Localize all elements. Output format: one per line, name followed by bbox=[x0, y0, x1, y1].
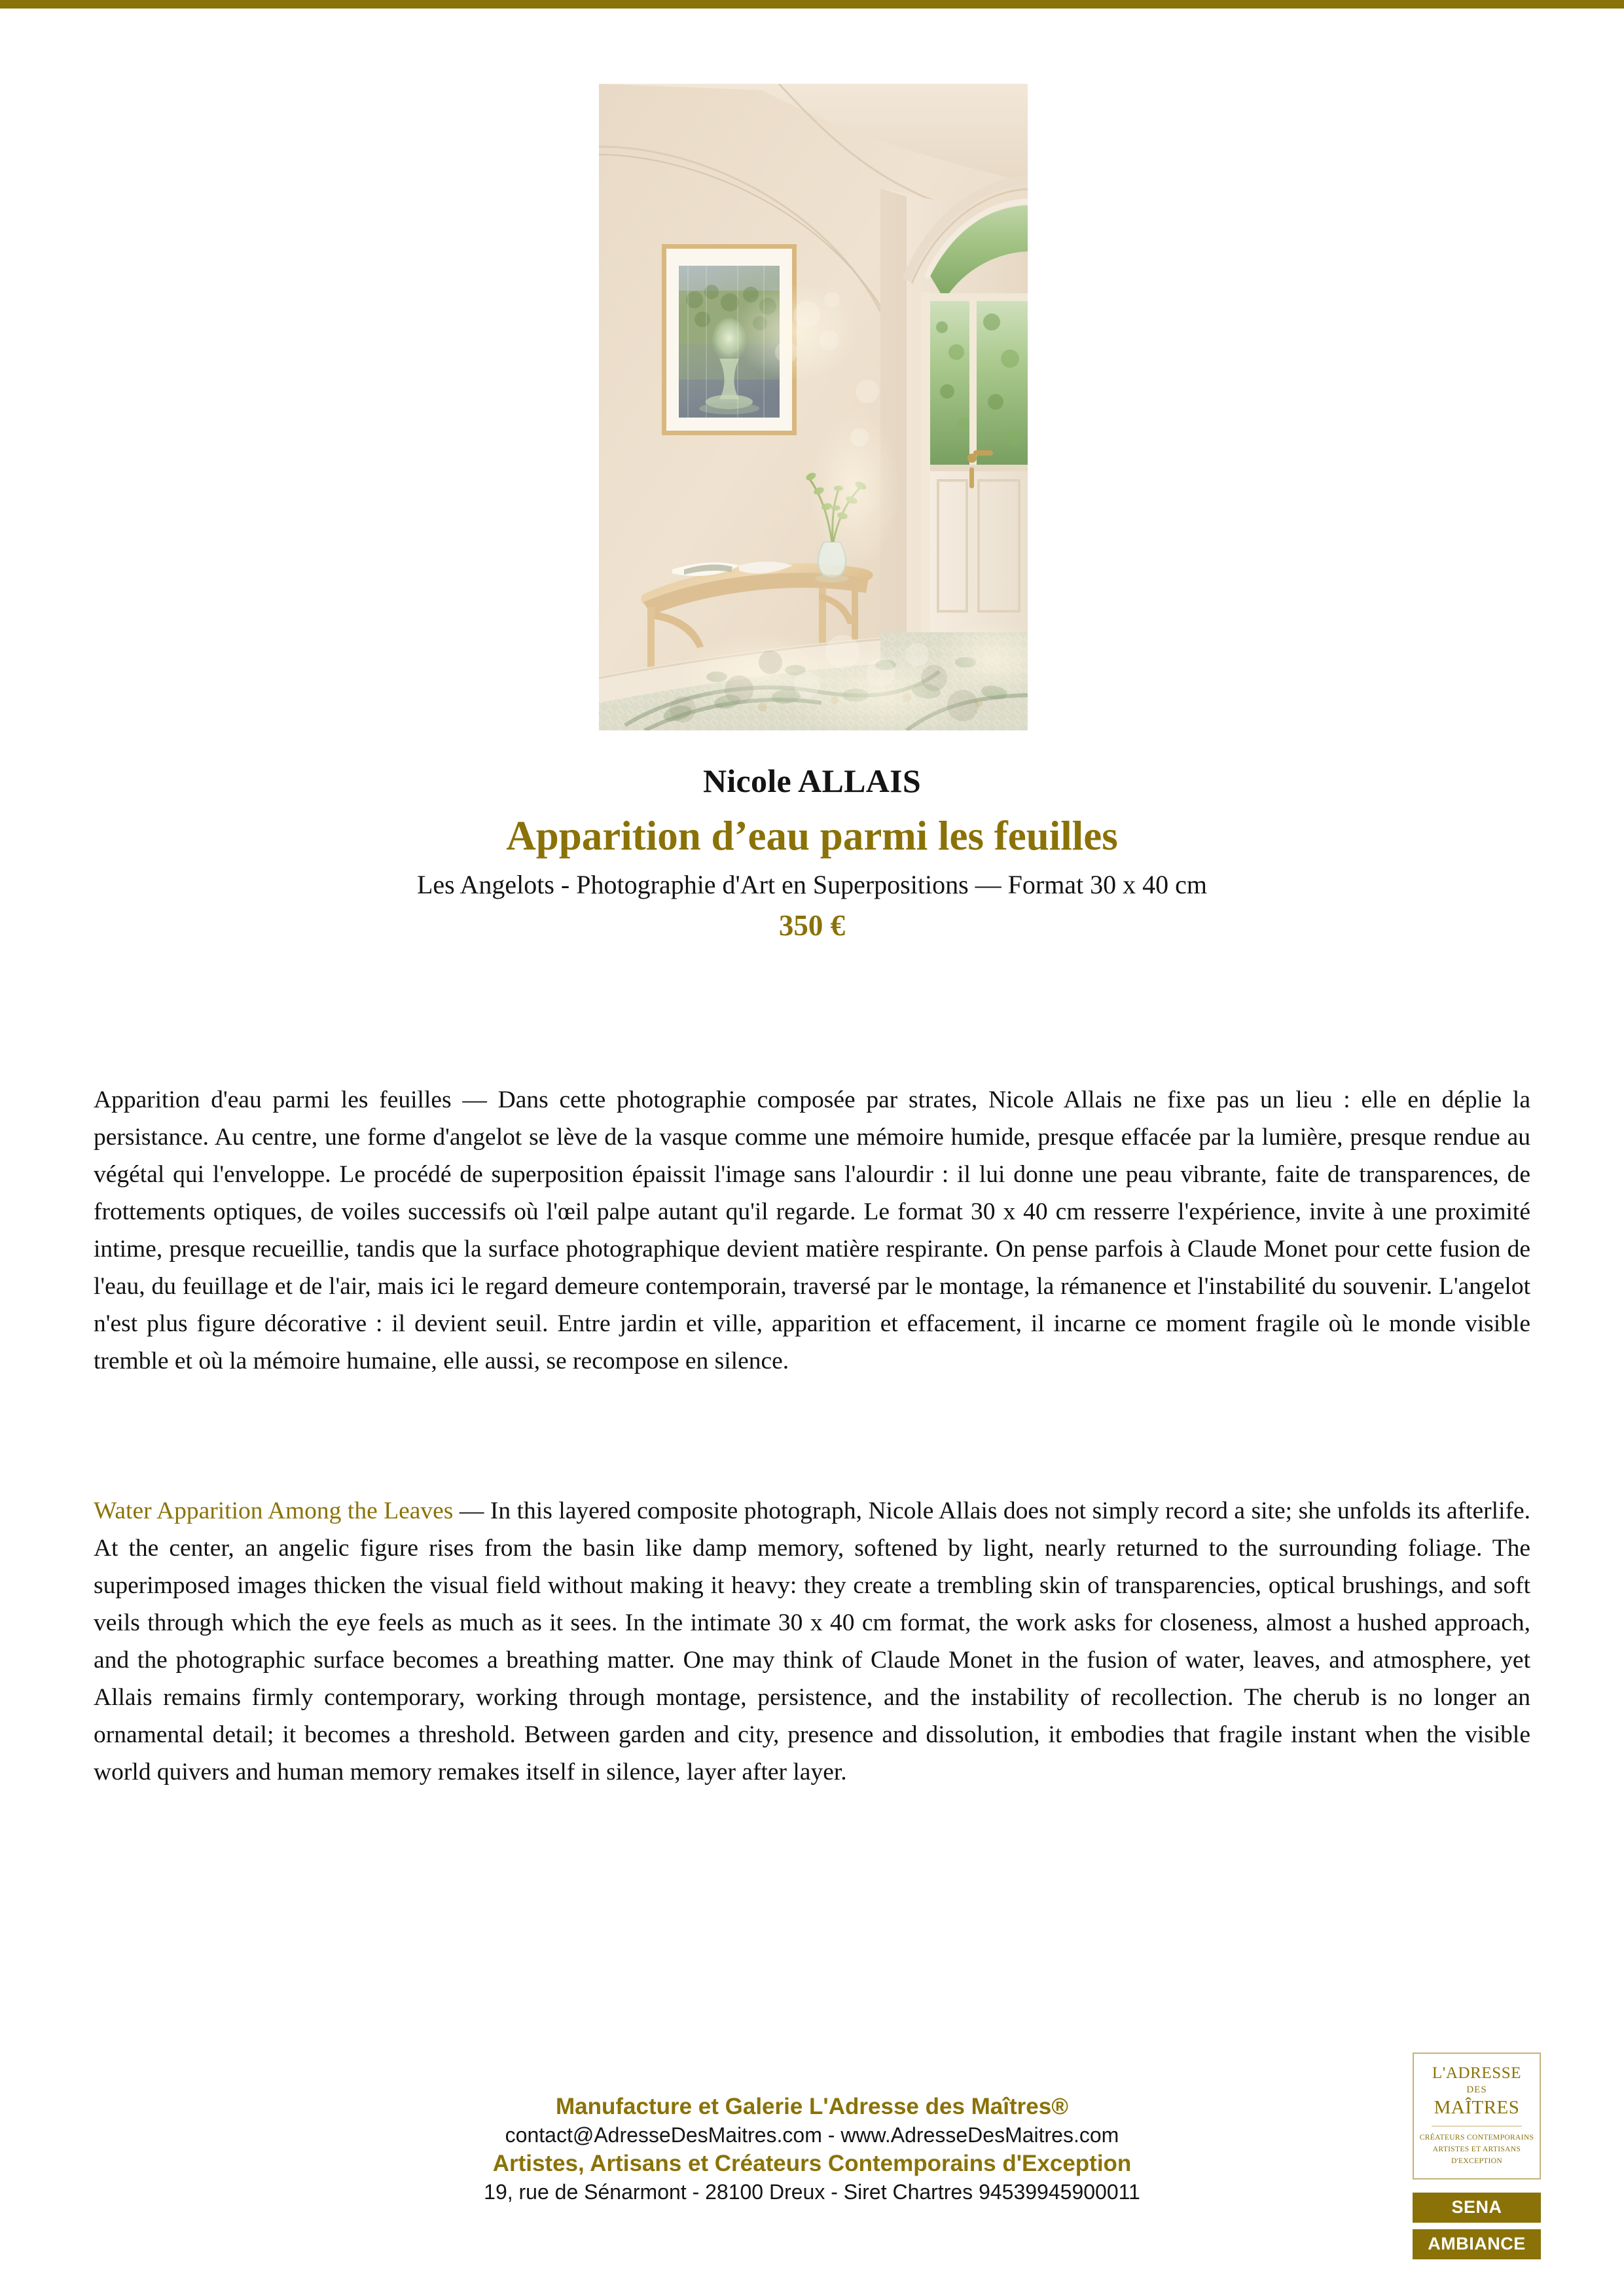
logo-subtitle-2: ARTISTES ET ARTISANS bbox=[1432, 2145, 1521, 2153]
artwork-photograph-illustration bbox=[599, 84, 1028, 730]
description-french: Apparition d'eau parmi les feuilles — Dans cette photographie composée par strates, Nicole Allais ne fixe pas un lieu : elle en déplie la persistance. Au centre, une forme d'angelot se lève de la vasque comme une mémoire humide, presque effacée par la lumière, presque rendue au végétal qui l'enveloppe. Le procédé de superposition épaissit l'image sans l'alourdir : il lui donne une peau vibrante, faite de transparences, de frottements optiques, de voiles successifs où l'œil palpe autant qu'il regarde. Le format 30 x 40 cm resserre l'expérience, invite à une proximité intime, presque recueillie, tandis que la surface photographique devient matière respirante. On pense parfois à Claude Monet pour cette fusion de l'eau, du feuillage et de l'air, mais ici le regard demeure contemporain, traversé par le montage, la rémanence et l'instabilité du souvenir. L'angelot n'est plus figure décorative : il devient seuil. Entre jardin et ville, apparition et effacement, il incarne ce moment fragile où le monde visible tremble et où la mémoire humaine, elle aussi, se recompose en silence. bbox=[94, 1086, 1530, 1374]
footer-company-name: Manufacture et Galerie L'Adresse des Maîtres® bbox=[555, 2094, 1068, 2119]
footer-address: 19, rue de Sénarmont - 28100 Dreux - Siret Chartres 94539945900011 bbox=[484, 2179, 1140, 2204]
description-english-dash: — bbox=[453, 1498, 490, 1524]
artwork-subtitle: Les Angelots - Photographie d'Art en Superpositions — Format 30 x 40 cm bbox=[416, 870, 1208, 900]
description-english-body: In this layered composite photograph, Nicole Allais does not simply record a site; she unfolds its afterlife. At the center, an angelic figure rises from the basin like damp memory, softened by light, nearly returned to the surrounding foliage. The superimposed images thicken the visual field without making it heavy: they create a trembling skin of transparencies, optical brushings, and soft veils through which the eye feels as much as it sees. In the intimate 30 x 40 cm format, the work asks for closeness, almost a hushed approach, and the photographic surface becomes a breathing matter. One may think of Claude Monet in the fusion of water, leaves, and atmosphere, yet Allais remains firmly contemporary, working through montage, persistence, and the instability of recollection. The cherub is no longer an ornamental detail; it becomes a threshold. Between garden and city, presence and dissolution, it embodies that fragile instant when the visible world quivers and human memory remakes itself in silence, layer after layer. bbox=[94, 1498, 1531, 1785]
footer bbox=[0, 2092, 1624, 2206]
price-label: 350 € bbox=[778, 909, 846, 942]
logo-line-des: DES bbox=[1466, 2084, 1487, 2095]
badge-sena: SENA bbox=[1413, 2193, 1541, 2223]
artwork-photo bbox=[599, 84, 1028, 730]
footer-tagline: Artistes, Artisans et Créateurs Contemporains d'Exception bbox=[492, 2151, 1132, 2177]
logo-line-maitres: MAÎTRES bbox=[1434, 2096, 1520, 2118]
top-accent-bar bbox=[0, 0, 1624, 9]
page-title: Apparition d’eau parmi les feuilles bbox=[506, 813, 1118, 859]
brand-logo-column bbox=[1413, 2053, 1555, 2259]
footer-contact[interactable]: contact@AdresseDesMaitres.com - www.AdresseDesMaitres.com bbox=[505, 2123, 1119, 2147]
adresse-des-maitres-logo bbox=[1413, 2053, 1541, 2179]
description-english-lead: Water Apparition Among the Leaves bbox=[94, 1498, 454, 1524]
description-english bbox=[94, 1492, 1530, 1791]
badge-ambiance: AMBIANCE bbox=[1413, 2229, 1541, 2259]
logo-line-ladresse: L'ADRESSE bbox=[1432, 2064, 1522, 2082]
logo-subtitle-1: CRÉATEURS CONTEMPORAINS bbox=[1419, 2134, 1534, 2142]
artist-name: Nicole ALLAIS bbox=[702, 762, 922, 799]
logo-subtitle-3: D'EXCEPTION bbox=[1451, 2157, 1503, 2165]
artwork-heading-block bbox=[0, 764, 1624, 941]
